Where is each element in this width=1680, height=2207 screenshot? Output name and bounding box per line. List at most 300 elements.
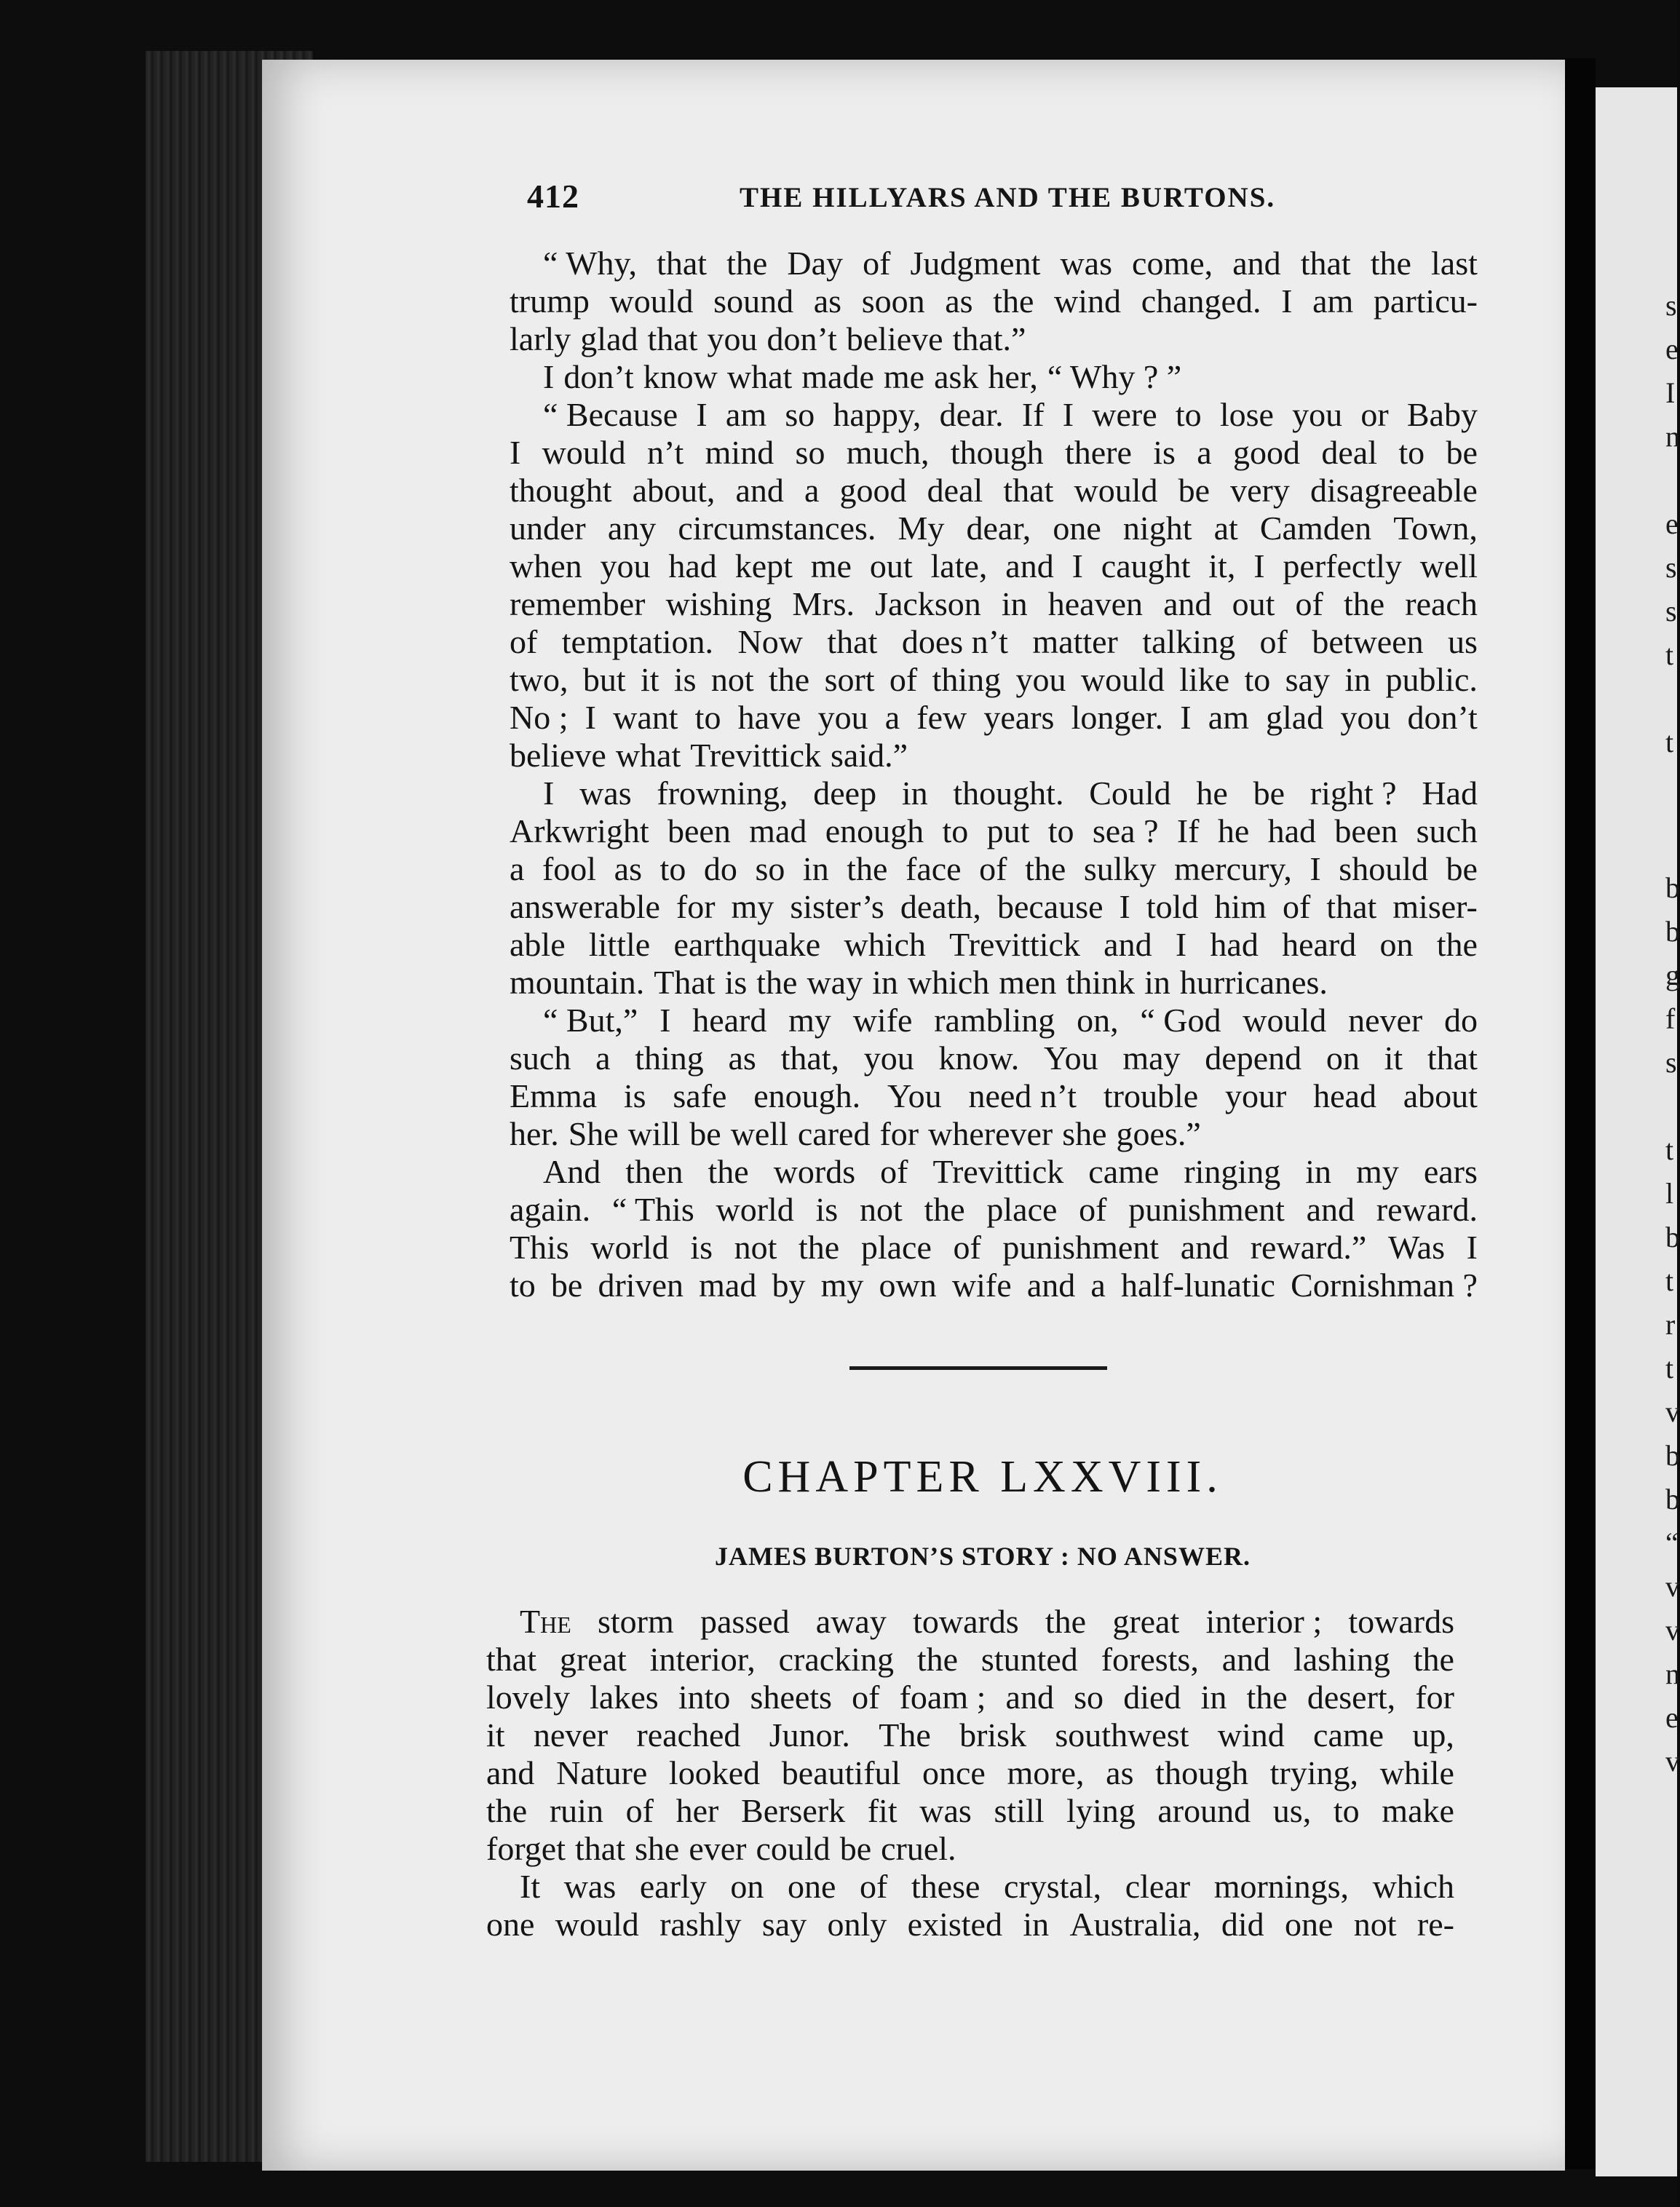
word: depend — [1205, 1039, 1302, 1077]
word: the — [1436, 926, 1478, 963]
word: does n’t — [901, 623, 1008, 660]
word: of — [1259, 623, 1288, 660]
word: remember — [510, 585, 646, 622]
chapter-title: CHAPTER LXXVIII. — [742, 1452, 1223, 1502]
word: I — [1180, 699, 1192, 736]
word: stunted — [980, 1641, 1078, 1678]
word: her. — [510, 1115, 559, 1152]
word: very — [1230, 472, 1290, 509]
word: more, — [1007, 1754, 1085, 1791]
word: had — [668, 547, 717, 585]
word: words — [773, 1153, 856, 1190]
word: mind — [705, 434, 774, 471]
word: had — [1210, 926, 1259, 963]
word: little — [588, 926, 651, 963]
word: of — [863, 245, 891, 282]
word: trump — [510, 282, 590, 320]
text-line — [510, 358, 1478, 396]
word: believe — [510, 737, 606, 774]
word: but — [582, 661, 626, 698]
word: well — [730, 1115, 788, 1152]
word: thing — [635, 1039, 704, 1077]
word: lashing — [1293, 1641, 1390, 1678]
word: a — [804, 472, 820, 509]
word: the — [847, 850, 888, 887]
word: dear. — [939, 396, 1004, 433]
word: My — [898, 510, 945, 547]
page-gutter-shadow — [1565, 58, 1596, 2169]
word: place — [986, 1191, 1058, 1228]
word: while — [1379, 1754, 1454, 1791]
facing-page-letter: v — [1665, 1614, 1680, 1647]
word: the — [1246, 1679, 1288, 1716]
word: don’t — [563, 358, 634, 395]
word: because — [996, 888, 1104, 925]
word: place — [860, 1229, 932, 1266]
facing-page-letter: t — [1665, 726, 1674, 758]
word: so — [755, 850, 785, 887]
word: circumstances. — [678, 510, 876, 547]
word: on — [730, 1868, 764, 1905]
word: put — [986, 812, 1030, 849]
facing-page-letter: b — [1665, 1439, 1680, 1472]
word: the — [756, 964, 798, 1001]
word: to — [1244, 661, 1271, 698]
word: sea ? — [1092, 812, 1159, 849]
word: night — [1122, 510, 1192, 547]
word: driven — [598, 1267, 684, 1304]
word: was — [919, 1792, 972, 1829]
word: in — [1344, 661, 1371, 698]
word: The — [520, 1603, 571, 1640]
word: came — [1088, 1153, 1160, 1190]
word: be — [1178, 472, 1211, 509]
word: and — [1005, 547, 1054, 585]
word: still — [994, 1792, 1045, 1829]
word: I — [510, 434, 521, 471]
word: brisk — [959, 1716, 1027, 1754]
word: punishment — [1128, 1191, 1285, 1228]
word: by — [772, 1267, 806, 1304]
word: think — [1066, 964, 1136, 1001]
word: you — [1015, 661, 1066, 698]
word: in — [1200, 1679, 1227, 1716]
word: happy, — [833, 396, 922, 433]
word: a — [1090, 1267, 1106, 1304]
word: as — [728, 1039, 756, 1077]
text-line — [510, 1039, 1478, 1077]
word: was — [563, 1868, 617, 1905]
word: ever — [689, 1830, 747, 1867]
word: caught — [1101, 547, 1191, 585]
word: Could — [1089, 774, 1171, 812]
word: these — [911, 1868, 980, 1905]
word: on — [1326, 1039, 1360, 1077]
word: and — [735, 472, 784, 509]
word: the — [486, 1792, 528, 1829]
word: “ Because — [543, 396, 678, 433]
word: Trevittick — [949, 926, 1080, 963]
word: my — [1356, 1153, 1399, 1190]
word: few — [916, 699, 967, 736]
word: would — [542, 434, 626, 471]
word: was — [1060, 245, 1112, 282]
word: “ But,” — [543, 1002, 638, 1039]
text-line — [510, 926, 1478, 964]
word: half-lunatic — [1120, 1267, 1275, 1304]
word: for — [1415, 1679, 1454, 1716]
word: when — [510, 547, 582, 585]
word: have — [737, 699, 801, 736]
word: told — [1146, 888, 1199, 925]
facing-page-letter: s — [1665, 551, 1677, 584]
word: “ This — [611, 1191, 694, 1228]
word: is — [673, 661, 697, 698]
word: sister’s — [790, 888, 884, 925]
word: so — [795, 434, 825, 471]
word: she — [635, 1830, 680, 1867]
word: great — [559, 1641, 627, 1678]
word: thought. — [953, 774, 1064, 812]
text-line — [510, 585, 1478, 623]
word: want — [613, 699, 678, 736]
word: is — [623, 1077, 646, 1114]
word: be — [1253, 774, 1285, 812]
word: me — [883, 358, 925, 395]
word: late, — [930, 547, 988, 585]
word: of — [979, 850, 1007, 887]
word: you — [1292, 396, 1343, 433]
word: years — [983, 699, 1055, 736]
facing-page-letter: l — [1665, 1177, 1674, 1210]
word: to — [1047, 812, 1074, 849]
word: so — [785, 396, 815, 433]
word: You — [1044, 1039, 1098, 1077]
word: of — [953, 1229, 981, 1266]
word: then — [625, 1153, 684, 1190]
word: mountain. — [510, 964, 645, 1001]
body-text-passage-one — [510, 245, 1478, 1304]
text-line — [510, 245, 1478, 282]
word: face — [906, 850, 962, 887]
word: which — [907, 964, 990, 1001]
word: am — [1208, 699, 1249, 736]
word: to — [659, 850, 686, 887]
word: you — [707, 320, 758, 357]
facing-page-letter: s — [1665, 289, 1677, 322]
word: sheets — [750, 1679, 832, 1716]
word: desert, — [1307, 1679, 1396, 1716]
facing-page-letter: t — [1665, 1352, 1674, 1384]
word: wife — [951, 1267, 1012, 1304]
word: clear — [1125, 1868, 1191, 1905]
facing-page-letter: t — [1665, 1133, 1674, 1166]
word: know — [643, 358, 718, 395]
word: great — [1112, 1603, 1180, 1640]
word: the — [799, 1229, 840, 1266]
word: to — [1398, 434, 1425, 471]
word: I — [696, 396, 708, 433]
word: I — [543, 774, 555, 812]
word: were — [1092, 396, 1157, 433]
word: matter — [1032, 623, 1118, 660]
word: again. — [510, 1191, 591, 1228]
word: Cornishman ? — [1291, 1267, 1478, 1304]
word: I — [1175, 926, 1187, 963]
word: ringing — [1184, 1153, 1281, 1190]
word: last — [1431, 245, 1478, 282]
word: existed — [907, 1906, 1002, 1943]
facing-page-letter: t — [1665, 1264, 1674, 1297]
text-line — [510, 510, 1478, 547]
word: I — [1253, 547, 1265, 585]
word: that — [486, 1641, 536, 1678]
word: well — [1419, 547, 1478, 585]
word: soon — [861, 282, 925, 320]
word: him — [1214, 888, 1267, 925]
word: of — [880, 1153, 908, 1190]
word: reached — [636, 1716, 741, 1754]
word: I — [1062, 396, 1074, 433]
word: rambling — [934, 1002, 1055, 1039]
word: sort — [824, 661, 875, 698]
text-line — [486, 1716, 1454, 1754]
text-line — [510, 1267, 1478, 1304]
word: interior ; — [1205, 1603, 1323, 1640]
word: a — [1197, 434, 1212, 471]
text-line — [486, 1830, 1454, 1868]
word: crystal, — [1004, 1868, 1102, 1905]
word: at — [1213, 510, 1238, 547]
word: miser- — [1392, 888, 1478, 925]
word: kept — [734, 547, 793, 585]
word: he — [1196, 774, 1228, 812]
word: ask — [934, 358, 979, 395]
word: mad — [699, 1267, 757, 1304]
word: the — [993, 282, 1034, 320]
word: do — [703, 850, 737, 887]
word: only — [827, 1906, 887, 1943]
word: that — [575, 1830, 625, 1867]
word: I — [1119, 888, 1130, 925]
word: be — [1446, 850, 1478, 887]
word: cruel. — [881, 1830, 956, 1867]
word: I — [1071, 547, 1083, 585]
text-line — [510, 1002, 1478, 1039]
facing-page-letter: s — [1665, 595, 1677, 627]
word: in — [1144, 964, 1170, 1001]
word: had — [1267, 812, 1317, 849]
word: as — [614, 850, 642, 887]
word: particu- — [1373, 282, 1478, 320]
word: Was — [1387, 1229, 1445, 1266]
word: good — [1233, 434, 1301, 471]
word: that — [1003, 472, 1054, 509]
word: to — [1175, 396, 1202, 433]
text-line — [510, 661, 1478, 699]
word: been — [1334, 812, 1398, 849]
word: death, — [900, 888, 981, 925]
facing-page-letter: b — [1665, 1483, 1680, 1515]
word: in — [872, 964, 898, 1001]
word: heaven — [1047, 585, 1143, 622]
word: my — [820, 1267, 864, 1304]
body-text-passage-two — [486, 1603, 1454, 1943]
word: will — [627, 1115, 681, 1152]
word: say — [761, 1906, 807, 1943]
section-rule — [849, 1366, 1107, 1370]
word: Australia, — [1069, 1906, 1201, 1943]
word: Now — [737, 623, 803, 660]
word: and — [1306, 1191, 1355, 1228]
word: for — [675, 888, 716, 925]
word: of — [1295, 585, 1323, 622]
word: that — [657, 245, 708, 282]
word: of — [859, 1868, 888, 1905]
word: Camden — [1259, 510, 1372, 547]
word: know. — [938, 1039, 1020, 1077]
word: though — [1155, 1754, 1248, 1791]
word: southwest — [1055, 1716, 1189, 1754]
word: hurricanes. — [1179, 964, 1328, 1001]
text-line — [510, 396, 1478, 434]
word: the — [1413, 1641, 1454, 1678]
word: disagreeable — [1309, 472, 1478, 509]
word: head — [1313, 1077, 1376, 1114]
word: way — [807, 964, 863, 1001]
word: ruin — [549, 1792, 603, 1829]
word: did — [1221, 1906, 1264, 1943]
text-line — [486, 1792, 1454, 1830]
word: and — [1005, 1679, 1054, 1716]
word: I — [543, 358, 555, 395]
word: in — [1023, 1906, 1050, 1943]
facing-page-letter: e — [1665, 507, 1679, 540]
word: much, — [846, 434, 930, 471]
word: I — [1281, 282, 1293, 320]
word: ears — [1423, 1153, 1478, 1190]
word: that — [1326, 888, 1377, 925]
word: forests, — [1101, 1641, 1199, 1678]
word: am — [725, 396, 767, 433]
word: a — [595, 1039, 611, 1077]
word: and — [1232, 245, 1281, 282]
word: not — [1353, 1906, 1397, 1943]
word: come, — [1132, 245, 1213, 282]
facing-page-letter: e — [1665, 333, 1679, 365]
word: a — [510, 850, 525, 887]
word: about, — [632, 472, 716, 509]
word: that — [827, 623, 878, 660]
word: was — [579, 774, 632, 812]
word: between — [1312, 623, 1424, 660]
facing-page-letter: s — [1665, 1046, 1677, 1079]
text-line — [510, 774, 1478, 812]
word: thing — [932, 661, 1002, 698]
word: is — [690, 1229, 713, 1266]
word: lakes — [590, 1679, 659, 1716]
word: public. — [1385, 661, 1478, 698]
word: in — [901, 774, 928, 812]
facing-page-letter: b — [1665, 871, 1680, 904]
text-line — [510, 1229, 1478, 1267]
word: that — [1427, 1039, 1478, 1077]
page-number: 412 — [527, 178, 579, 215]
word: he — [1217, 812, 1250, 849]
word: mad — [749, 812, 807, 849]
word: beautiful — [781, 1754, 901, 1791]
facing-page-letter: r — [1665, 1308, 1676, 1341]
facing-page-letter: n — [1665, 420, 1680, 453]
word: you — [863, 1039, 914, 1077]
word: up, — [1412, 1716, 1454, 1754]
word: to — [942, 812, 969, 849]
word: died — [1123, 1679, 1181, 1716]
word: men — [999, 964, 1057, 1001]
word: early — [639, 1868, 707, 1905]
word: Mrs. — [792, 585, 855, 622]
facing-page-letter: e — [1665, 1701, 1679, 1734]
text-line — [486, 1603, 1454, 1641]
word: reward. — [1376, 1191, 1478, 1228]
word: safe — [673, 1077, 727, 1114]
text-line — [510, 1077, 1478, 1115]
word: and — [1104, 926, 1152, 963]
word: That — [654, 964, 716, 1001]
word: would — [1080, 661, 1165, 698]
word: in — [802, 850, 829, 887]
word: fit — [867, 1792, 898, 1829]
word: would — [1243, 1002, 1327, 1039]
word: own — [879, 1267, 937, 1304]
word: This — [510, 1229, 569, 1266]
text-line — [510, 1153, 1478, 1191]
facing-page-letter: v — [1665, 1395, 1680, 1428]
word: believe — [846, 320, 943, 357]
word: of — [1282, 888, 1311, 925]
word: in — [1001, 585, 1028, 622]
word: storm — [597, 1603, 674, 1640]
word: such — [1416, 812, 1478, 849]
word: foam ; — [899, 1679, 986, 1716]
word: Trevittick — [932, 1153, 1064, 1190]
word: not — [859, 1191, 903, 1228]
word: should — [1339, 850, 1428, 887]
word: is — [815, 1191, 839, 1228]
text-line — [510, 888, 1478, 926]
text-line — [510, 623, 1478, 661]
word: passed — [700, 1603, 790, 1640]
text-line — [510, 1115, 1478, 1153]
word: world — [590, 1229, 669, 1266]
word: the — [726, 245, 768, 282]
facing-page-letter: n — [1665, 1657, 1680, 1690]
word: like — [1179, 661, 1230, 698]
word: her, — [988, 358, 1038, 395]
word: not — [734, 1229, 777, 1266]
word: came — [1313, 1716, 1384, 1754]
word: once — [922, 1754, 986, 1791]
word: “ God — [1140, 1002, 1221, 1039]
word: You — [887, 1077, 942, 1114]
word: Had — [1422, 774, 1478, 812]
word: and — [1026, 1267, 1076, 1304]
word: never — [1348, 1002, 1423, 1039]
word: lose — [1219, 396, 1274, 433]
word: temptation. — [561, 623, 714, 660]
word: Emma — [510, 1077, 598, 1114]
text-line — [510, 737, 1478, 774]
